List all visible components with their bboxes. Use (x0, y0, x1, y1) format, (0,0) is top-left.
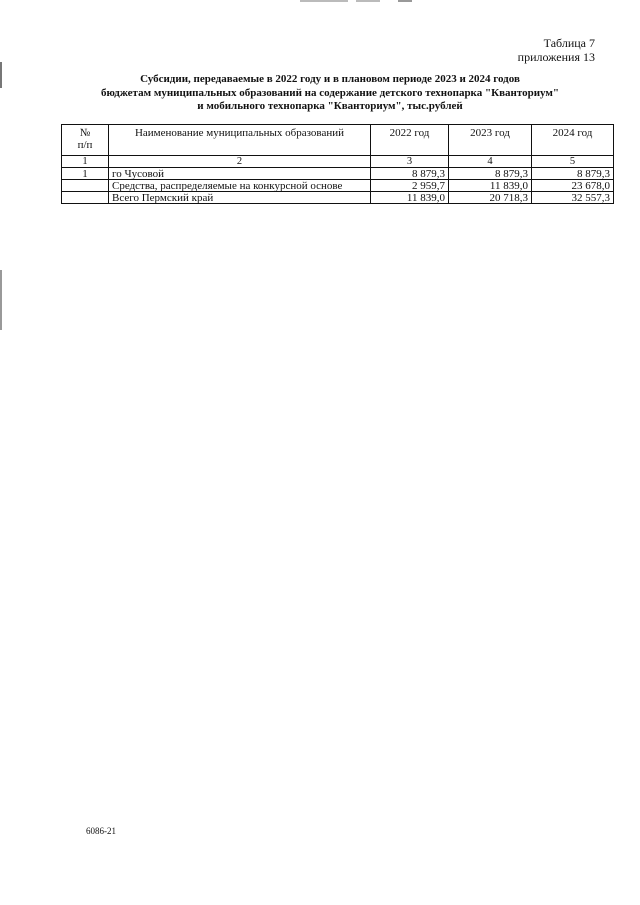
table-row (62, 168, 614, 180)
column-number: 1 (62, 156, 109, 168)
scan-artifact-top-small (398, 0, 412, 2)
row-2024: 32 557,3 (532, 192, 614, 204)
column-number: 2 (109, 156, 371, 168)
header-2022: 2022 год (371, 125, 449, 156)
column-number: 4 (449, 156, 532, 168)
table-row (62, 180, 614, 192)
row-2023: 20 718,3 (449, 192, 532, 204)
row-name: Средства, распределяемые на конкурсной основе (109, 180, 371, 192)
header-num-line2: п/п (77, 139, 93, 151)
row-name: Всего Пермский край (109, 192, 371, 204)
document-title (60, 73, 600, 114)
row-num: 1 (62, 168, 109, 180)
header-num (62, 125, 109, 156)
row-2024: 8 879,3 (532, 168, 614, 180)
scan-edge-mark (0, 270, 2, 330)
row-2023: 8 879,3 (449, 168, 532, 180)
table-total-row (62, 192, 614, 204)
scan-edge-mark (0, 62, 2, 88)
column-number: 3 (371, 156, 449, 168)
title-line-1: Субсидии, передаваемые в 2022 году и в плановом периоде 2023 и 2024 годов (140, 73, 520, 85)
header-2024: 2024 год (532, 125, 614, 156)
header-2023: 2023 год (449, 125, 532, 156)
row-name: го Чусовой (109, 168, 371, 180)
row-2024: 23 678,0 (532, 180, 614, 192)
column-number-row (62, 156, 614, 168)
header-name: Наименование муниципальных образований (109, 125, 371, 156)
table-number: Таблица 7 (543, 36, 595, 50)
document-code: 6086-21 (86, 826, 116, 836)
row-2022: 2 959,7 (371, 180, 449, 192)
row-2022: 11 839,0 (371, 192, 449, 204)
scan-artifact-top (300, 0, 380, 2)
row-2023: 11 839,0 (449, 180, 532, 192)
title-line-2: бюджетам муниципальных образований на содержание детского технопарка "Кванториум" (100, 86, 560, 99)
table-header-row (62, 125, 614, 156)
row-num (62, 192, 109, 204)
table-reference (518, 36, 595, 64)
title-line-3: и мобильного технопарка "Кванториум", тыс.рублей (197, 100, 463, 112)
row-num (62, 180, 109, 192)
column-number: 5 (532, 156, 614, 168)
header-num-line1: № (79, 127, 91, 139)
appendix-number: приложения 13 (517, 50, 595, 64)
subsidies-table (61, 124, 614, 204)
row-2022: 8 879,3 (371, 168, 449, 180)
